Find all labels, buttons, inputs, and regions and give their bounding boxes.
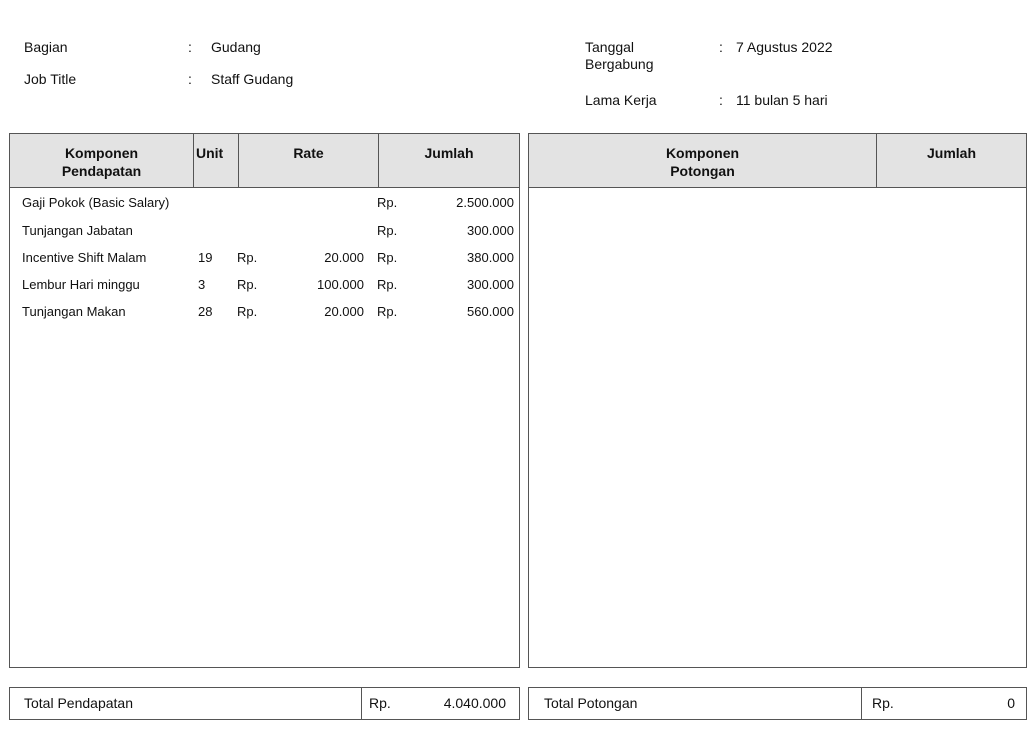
total-earnings-amount: 4.040.000 bbox=[443, 695, 506, 711]
job-title-sep: : bbox=[188, 71, 192, 87]
total-earnings-currency: Rp. bbox=[369, 695, 391, 711]
earning-rate: 20.000 bbox=[324, 304, 364, 319]
total-deductions-divider bbox=[861, 688, 862, 719]
dept-value: Gudang bbox=[211, 39, 261, 55]
earning-currency: Rp. bbox=[377, 277, 398, 292]
tenure-label: Lama Kerja bbox=[585, 92, 657, 108]
dept-sep: : bbox=[188, 39, 192, 55]
earnings-rate-header: Rate bbox=[293, 145, 324, 161]
join-date-label-line2: Bergabung bbox=[585, 56, 654, 72]
deductions-table bbox=[528, 133, 1027, 668]
tenure-sep: : bbox=[719, 92, 723, 108]
earning-rate: 100.000 bbox=[317, 277, 364, 292]
earning-name: Tunjangan Jabatan bbox=[22, 223, 133, 238]
earning-name: Gaji Pokok (Basic Salary) bbox=[22, 195, 170, 210]
deductions-amount-header: Jumlah bbox=[926, 145, 976, 161]
earning-currency: Rp. bbox=[377, 250, 398, 265]
earning-unit: 28 bbox=[198, 304, 213, 319]
earnings-col-divider bbox=[193, 134, 194, 187]
earning-unit: 3 bbox=[198, 277, 206, 292]
earning-amount: 2.500.000 bbox=[456, 195, 514, 210]
earnings-amount-header: Jumlah bbox=[424, 145, 474, 161]
earning-amount: 300.000 bbox=[467, 223, 514, 238]
join-date-sep: : bbox=[719, 39, 723, 55]
total-deductions-amount: 0 bbox=[1007, 695, 1015, 711]
earnings-component-header: Komponen Pendapatan bbox=[61, 145, 142, 179]
earnings-header-divider bbox=[10, 187, 519, 188]
earning-rate-currency: Rp. bbox=[237, 304, 258, 319]
total-earnings-divider bbox=[361, 688, 362, 719]
total-earnings-box bbox=[9, 687, 520, 720]
deductions-header-divider bbox=[529, 187, 1026, 188]
earnings-unit-header: Unit bbox=[196, 145, 224, 161]
earning-currency: Rp. bbox=[377, 223, 398, 238]
job-title-value: Staff Gudang bbox=[211, 71, 294, 87]
earning-rate: 20.000 bbox=[324, 250, 364, 265]
earning-currency: Rp. bbox=[377, 195, 398, 210]
join-date-value: 7 Agustus 2022 bbox=[736, 39, 833, 55]
tenure-value: 11 bulan 5 hari bbox=[736, 92, 828, 108]
earnings-table bbox=[9, 133, 520, 668]
total-earnings-label: Total Pendapatan bbox=[24, 695, 133, 711]
total-deductions-box bbox=[528, 687, 1027, 720]
job-title-label: Job Title bbox=[24, 71, 77, 87]
earning-name: Tunjangan Makan bbox=[22, 304, 126, 319]
deductions-component-header: Komponen Potongan bbox=[665, 145, 740, 179]
earning-currency: Rp. bbox=[377, 304, 398, 319]
earning-unit: 19 bbox=[198, 250, 213, 265]
earning-amount: 380.000 bbox=[467, 250, 514, 265]
earning-rate-currency: Rp. bbox=[237, 250, 258, 265]
dept-label: Bagian bbox=[24, 39, 68, 55]
total-deductions-currency: Rp. bbox=[872, 695, 894, 711]
earning-name: Lembur Hari minggu bbox=[22, 277, 140, 292]
join-date-label-line1: Tanggal bbox=[585, 39, 635, 55]
earning-name: Incentive Shift Malam bbox=[22, 250, 147, 265]
total-deductions-label: Total Potongan bbox=[544, 695, 638, 711]
earning-rate-currency: Rp. bbox=[237, 277, 258, 292]
earning-amount: 300.000 bbox=[467, 277, 514, 292]
earning-amount: 560.000 bbox=[467, 304, 514, 319]
